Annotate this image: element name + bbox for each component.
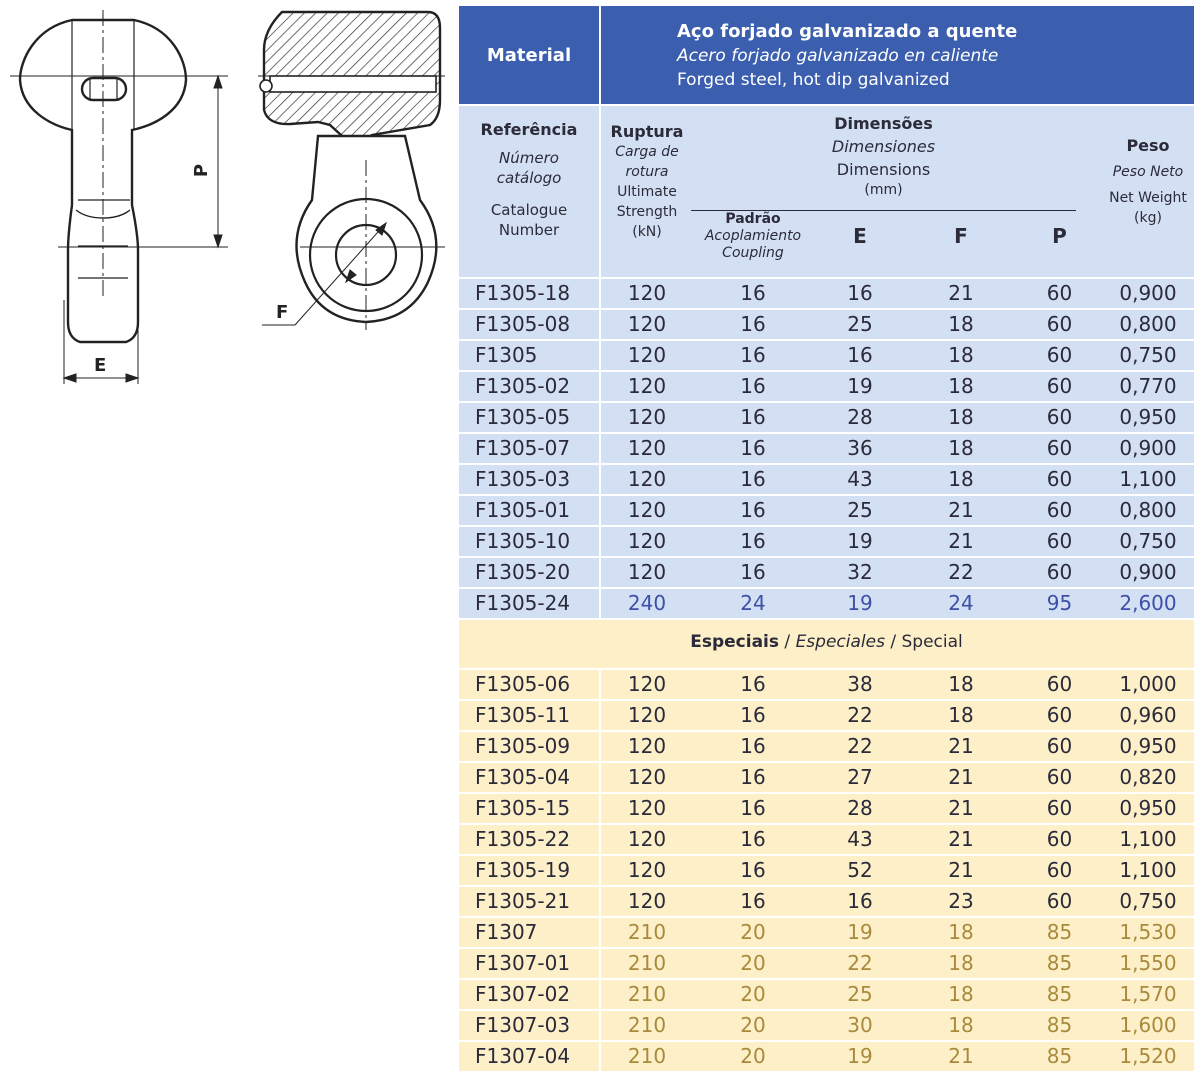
cell-rupture: 120 — [627, 672, 667, 696]
cell-e: 52 — [847, 858, 873, 882]
cell-e: 32 — [847, 560, 873, 584]
cell-weight: 0,960 — [1119, 703, 1177, 727]
cell-rupture: 120 — [627, 281, 667, 305]
cell-e: 25 — [847, 312, 873, 336]
special-en: Special — [901, 632, 963, 652]
cell-coupling: 16 — [740, 672, 766, 696]
cell-e: 30 — [847, 1013, 873, 1037]
header-weight — [1102, 136, 1194, 228]
column-divider — [599, 980, 601, 1009]
header-f: F — [954, 224, 968, 248]
cell-rupture: 210 — [627, 982, 667, 1006]
cell-reference: F1305-07 — [475, 436, 571, 460]
cell-reference: F1307 — [475, 920, 538, 944]
cell-f: 18 — [948, 374, 974, 398]
cell-coupling: 16 — [740, 343, 766, 367]
cell-reference: F1305-03 — [475, 467, 571, 491]
cell-e: 28 — [847, 796, 873, 820]
cell-weight: 2,600 — [1119, 591, 1177, 615]
cell-f: 18 — [948, 405, 974, 429]
cell-e: 25 — [847, 498, 873, 522]
header-rupture — [603, 122, 691, 242]
cell-rupture: 120 — [627, 765, 667, 789]
cell-weight: 1,550 — [1119, 951, 1177, 975]
column-divider — [599, 589, 601, 618]
cell-rupture: 120 — [627, 889, 667, 913]
cell-p: 60 — [1046, 436, 1073, 460]
standard-rows — [459, 279, 1194, 618]
table-row — [459, 701, 1194, 730]
table-row — [459, 372, 1194, 401]
cell-reference: F1305-10 — [475, 529, 571, 553]
cell-reference: F1305-22 — [475, 827, 571, 851]
table-row — [459, 918, 1194, 947]
column-divider — [599, 465, 601, 494]
column-divider — [599, 856, 601, 885]
header-peso-pt: Peso — [1126, 136, 1170, 155]
cell-e: 22 — [847, 734, 873, 758]
header-ref-es-1: Número — [499, 149, 559, 167]
cell-reference: F1305-02 — [475, 374, 571, 398]
column-divider — [599, 341, 601, 370]
cell-reference: F1305-05 — [475, 405, 571, 429]
table-row — [459, 1011, 1194, 1040]
table-row — [459, 949, 1194, 978]
material-pt: Aço forjado galvanizado a quente — [677, 21, 1018, 42]
header-dimensions — [691, 114, 1076, 200]
column-divider — [599, 949, 601, 978]
cell-reference: F1305-01 — [475, 498, 571, 522]
header-peso-en: Net Weight — [1109, 190, 1187, 206]
cell-coupling: 20 — [740, 1044, 766, 1068]
column-divider — [599, 6, 601, 104]
cell-f: 22 — [948, 560, 974, 584]
column-divider — [599, 279, 601, 308]
cell-f: 21 — [948, 529, 974, 553]
cell-weight: 0,900 — [1119, 281, 1177, 305]
column-divider — [599, 372, 601, 401]
cell-p: 60 — [1046, 467, 1073, 491]
column-divider — [599, 732, 601, 761]
dimension-label-f: F — [276, 302, 289, 323]
cell-f: 21 — [948, 858, 974, 882]
cell-coupling: 20 — [740, 920, 766, 944]
cell-coupling: 16 — [740, 405, 766, 429]
dimension-label-p: P — [191, 163, 213, 178]
table-row — [459, 794, 1194, 823]
header-pad-es: Acoplamiento — [704, 228, 802, 244]
header-rup-es-1: Carga de — [615, 144, 679, 160]
cell-p: 60 — [1046, 560, 1073, 584]
table-row — [459, 589, 1194, 618]
cell-coupling: 20 — [740, 1013, 766, 1037]
cell-reference: F1305-21 — [475, 889, 571, 913]
cell-e: 16 — [847, 343, 873, 367]
header-peso-unit: (kg) — [1134, 210, 1162, 226]
cell-p: 60 — [1046, 889, 1073, 913]
header-pad-pt: Padrão — [725, 211, 781, 227]
header-dim-unit: (mm) — [864, 182, 903, 198]
cell-f: 21 — [948, 765, 974, 789]
column-divider — [599, 670, 601, 699]
special-sep-2: / — [890, 632, 902, 652]
header-ref-es-2: catálogo — [496, 169, 562, 187]
cell-reference: F1305-11 — [475, 703, 571, 727]
cell-rupture: 120 — [627, 467, 667, 491]
special-pt: Especiais — [690, 632, 780, 652]
column-divider — [599, 106, 601, 277]
column-divider — [599, 403, 601, 432]
table-row — [459, 887, 1194, 916]
table-row — [459, 732, 1194, 761]
cell-rupture: 120 — [627, 796, 667, 820]
cell-p: 60 — [1046, 529, 1073, 553]
cell-reference: F1305-04 — [475, 765, 571, 789]
header-rup-es-2: rotura — [625, 164, 669, 180]
cell-e: 28 — [847, 405, 873, 429]
cell-rupture: 120 — [627, 560, 667, 584]
cell-rupture: 120 — [627, 312, 667, 336]
cell-f: 24 — [948, 591, 974, 615]
header-reference — [459, 120, 599, 240]
cell-p: 85 — [1046, 951, 1073, 975]
cell-weight: 0,950 — [1119, 734, 1177, 758]
cell-reference: F1307-04 — [475, 1044, 571, 1068]
header-rup-en-2: Strength — [616, 204, 678, 220]
cell-rupture: 120 — [627, 498, 667, 522]
cell-rupture: 120 — [627, 529, 667, 553]
cell-p: 85 — [1046, 920, 1073, 944]
table-row — [459, 465, 1194, 494]
cell-p: 60 — [1046, 374, 1073, 398]
cell-f: 18 — [948, 436, 974, 460]
cell-e: 16 — [847, 281, 873, 305]
cell-reference: F1307-02 — [475, 982, 571, 1006]
material-es: Acero forjado galvanizado en caliente — [677, 46, 999, 66]
table-row — [459, 558, 1194, 587]
cell-reference: F1305-18 — [475, 281, 571, 305]
cell-f: 23 — [948, 889, 974, 913]
cell-f: 21 — [948, 281, 974, 305]
cell-weight: 1,000 — [1119, 672, 1177, 696]
cell-f: 18 — [948, 703, 974, 727]
cell-p: 60 — [1046, 312, 1073, 336]
cell-rupture: 210 — [627, 951, 667, 975]
cell-p: 60 — [1046, 765, 1073, 789]
column-divider — [599, 496, 601, 525]
cell-reference: F1305-09 — [475, 734, 571, 758]
cell-coupling: 16 — [740, 765, 766, 789]
cell-weight: 0,800 — [1119, 498, 1177, 522]
cell-coupling: 16 — [740, 374, 766, 398]
table-row — [459, 763, 1194, 792]
cell-rupture: 120 — [627, 343, 667, 367]
cell-weight: 0,750 — [1119, 529, 1177, 553]
cell-rupture: 120 — [627, 827, 667, 851]
cell-rupture: 120 — [627, 436, 667, 460]
cell-f: 18 — [948, 467, 974, 491]
cell-reference: F1305-19 — [475, 858, 571, 882]
cell-coupling: 16 — [740, 281, 766, 305]
header-peso-es: Peso Neto — [1112, 164, 1184, 180]
header-dim-en: Dimensions — [836, 160, 931, 179]
cell-rupture: 210 — [627, 1013, 667, 1037]
column-divider — [599, 763, 601, 792]
cell-weight: 0,770 — [1119, 374, 1177, 398]
cell-p: 60 — [1046, 672, 1073, 696]
cell-reference: F1305-24 — [475, 591, 571, 615]
cell-rupture: 120 — [627, 374, 667, 398]
cell-reference: F1307-01 — [475, 951, 571, 975]
cell-reference: F1305-06 — [475, 672, 571, 696]
special-rows — [459, 670, 1194, 1071]
specification-table — [459, 6, 1194, 1071]
cell-p: 60 — [1046, 498, 1073, 522]
column-divider — [599, 887, 601, 916]
header-coupling — [691, 211, 815, 262]
table-row — [459, 1042, 1194, 1071]
cell-e: 22 — [847, 703, 873, 727]
cell-e: 43 — [847, 467, 873, 491]
cell-weight: 1,520 — [1119, 1044, 1177, 1068]
cell-weight: 0,900 — [1119, 436, 1177, 460]
cell-coupling: 16 — [740, 889, 766, 913]
special-es: Especiales — [795, 632, 885, 652]
cell-rupture: 210 — [627, 920, 667, 944]
table-row — [459, 980, 1194, 1009]
column-headers — [459, 104, 1194, 277]
cell-coupling: 16 — [740, 560, 766, 584]
cell-rupture: 120 — [627, 703, 667, 727]
header-dim-es: Dimensiones — [831, 137, 936, 156]
cell-f: 21 — [948, 796, 974, 820]
cell-weight: 0,750 — [1119, 343, 1177, 367]
table-row — [459, 403, 1194, 432]
cell-weight: 0,950 — [1119, 405, 1177, 429]
special-section-header — [459, 620, 1194, 664]
table-row — [459, 527, 1194, 556]
cell-coupling: 16 — [740, 703, 766, 727]
column-divider — [599, 527, 601, 556]
header-dim-pt: Dimensões — [834, 114, 933, 133]
table-row — [459, 279, 1194, 308]
cell-reference: F1305-20 — [475, 560, 571, 584]
dimension-label-e: E — [94, 355, 107, 376]
cell-coupling: 16 — [740, 498, 766, 522]
cell-p: 60 — [1046, 796, 1073, 820]
column-divider — [599, 558, 601, 587]
cell-f: 18 — [948, 312, 974, 336]
cell-f: 18 — [948, 920, 974, 944]
column-divider — [599, 918, 601, 947]
cell-coupling: 24 — [740, 591, 766, 615]
cell-weight: 1,100 — [1119, 827, 1177, 851]
cell-p: 60 — [1046, 734, 1073, 758]
cell-weight: 1,600 — [1119, 1013, 1177, 1037]
column-divider — [599, 310, 601, 339]
cell-weight: 0,820 — [1119, 765, 1177, 789]
cell-e: 27 — [847, 765, 873, 789]
header-ref-en-1: Catalogue — [490, 201, 568, 219]
cell-weight: 0,950 — [1119, 796, 1177, 820]
cell-p: 60 — [1046, 858, 1073, 882]
technical-drawings — [0, 0, 455, 400]
cell-reference: F1305-15 — [475, 796, 571, 820]
cell-p: 85 — [1046, 982, 1073, 1006]
cell-coupling: 16 — [740, 436, 766, 460]
table-row — [459, 310, 1194, 339]
table-row — [459, 670, 1194, 699]
cell-reference: F1307-03 — [475, 1013, 571, 1037]
material-label: Material — [486, 44, 572, 66]
cell-e: 19 — [847, 920, 873, 944]
cell-f: 18 — [948, 672, 974, 696]
special-spacer — [459, 664, 1194, 668]
cell-e: 19 — [847, 529, 873, 553]
cell-f: 18 — [948, 951, 974, 975]
cell-f: 21 — [948, 498, 974, 522]
material-description — [677, 20, 1017, 92]
drawing-svg — [0, 0, 455, 400]
cell-coupling: 16 — [740, 529, 766, 553]
header-rup-en-1: Ultimate — [617, 184, 677, 200]
cell-weight: 1,100 — [1119, 467, 1177, 491]
special-sep-1: / — [784, 632, 796, 652]
header-ref-en-2: Number — [498, 221, 560, 239]
cell-coupling: 16 — [740, 827, 766, 851]
cell-f: 18 — [948, 1013, 974, 1037]
cell-coupling: 16 — [740, 467, 766, 491]
cell-weight: 0,800 — [1119, 312, 1177, 336]
column-divider — [599, 1042, 601, 1071]
cell-p: 60 — [1046, 343, 1073, 367]
table-row — [459, 434, 1194, 463]
cell-e: 25 — [847, 982, 873, 1006]
column-divider — [599, 701, 601, 730]
cell-e: 22 — [847, 951, 873, 975]
cell-reference: F1305-08 — [475, 312, 571, 336]
cell-reference: F1305 — [475, 343, 538, 367]
cell-e: 19 — [847, 1044, 873, 1068]
column-divider — [599, 434, 601, 463]
cell-rupture: 120 — [627, 734, 667, 758]
cell-e: 16 — [847, 889, 873, 913]
cell-weight: 1,530 — [1119, 920, 1177, 944]
column-divider — [599, 1011, 601, 1040]
header-ref-pt: Referência — [480, 120, 578, 139]
header-rup-pt: Ruptura — [610, 122, 684, 141]
cell-f: 18 — [948, 982, 974, 1006]
cell-p: 85 — [1046, 1013, 1073, 1037]
cell-coupling: 16 — [740, 796, 766, 820]
cell-f: 21 — [948, 827, 974, 851]
cell-rupture: 210 — [627, 1044, 667, 1068]
cell-p: 60 — [1046, 827, 1073, 851]
table-row — [459, 856, 1194, 885]
cell-weight: 1,100 — [1119, 858, 1177, 882]
cell-coupling: 16 — [740, 734, 766, 758]
cell-f: 18 — [948, 343, 974, 367]
cell-weight: 1,570 — [1119, 982, 1177, 1006]
column-divider — [599, 825, 601, 854]
cell-p: 95 — [1046, 591, 1073, 615]
header-p: P — [1052, 224, 1067, 248]
cell-coupling: 16 — [740, 858, 766, 882]
table-row — [459, 341, 1194, 370]
header-pad-en: Coupling — [722, 245, 784, 261]
cell-e: 19 — [847, 591, 873, 615]
cell-coupling: 20 — [740, 951, 766, 975]
cell-f: 21 — [948, 734, 974, 758]
material-header — [459, 6, 1194, 104]
cell-f: 21 — [948, 1044, 974, 1068]
header-e: E — [853, 224, 867, 248]
cell-weight: 0,750 — [1119, 889, 1177, 913]
cell-coupling: 20 — [740, 982, 766, 1006]
cell-rupture: 240 — [627, 591, 667, 615]
cell-p: 60 — [1046, 281, 1073, 305]
table-row — [459, 496, 1194, 525]
cell-weight: 0,900 — [1119, 560, 1177, 584]
cell-e: 38 — [847, 672, 873, 696]
cell-p: 60 — [1046, 703, 1073, 727]
cell-e: 19 — [847, 374, 873, 398]
cell-rupture: 120 — [627, 405, 667, 429]
cell-e: 43 — [847, 827, 873, 851]
cell-rupture: 120 — [627, 858, 667, 882]
cell-e: 36 — [847, 436, 873, 460]
table-row — [459, 825, 1194, 854]
header-rup-unit: (kN) — [632, 224, 662, 240]
material-en: Forged steel, hot dip galvanized — [677, 70, 950, 90]
cell-p: 60 — [1046, 405, 1073, 429]
cell-p: 85 — [1046, 1044, 1073, 1068]
cell-coupling: 16 — [740, 312, 766, 336]
column-divider — [599, 794, 601, 823]
